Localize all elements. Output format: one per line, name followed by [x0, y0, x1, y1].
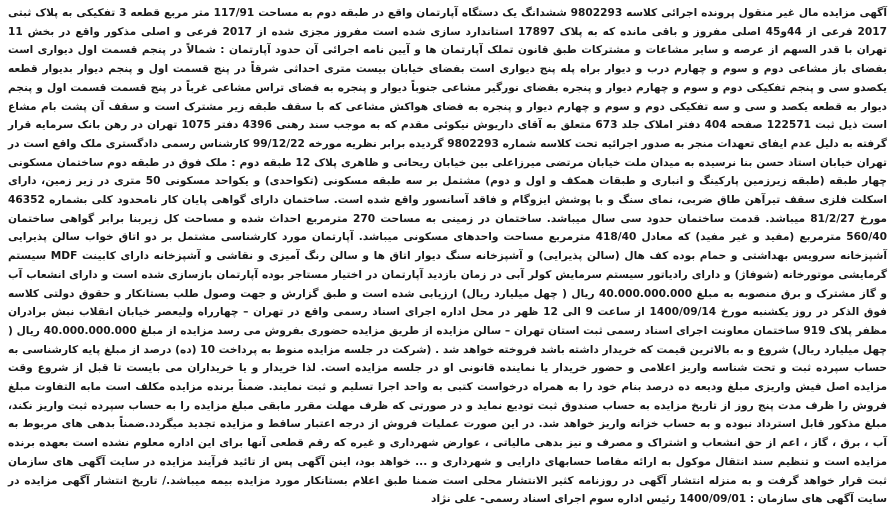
auction-notice-text: آگهی مزایده مال غیر منقول پرونده اجرائی کلاسه 9802293 ششدانگ یک دستگاه آپارتمان واقع در طبقه دوم به مساحت 117/91 متر مربع قطعه 3 تفکیکی به پلاک ثبتی 2017 فرعی از 44و45 اصلی مفروز و باقی مانده که به پلاک 17897 استاندارد سازی شده است مفروز مجزی شده از 2017 فرعی و اصلی مذکور واقع در بخش 11 تهران با قدر السهم از عرصه و سایر مشاعات و مشترکات طبق قانون تملک آپارتمان ها و آیین نامه اجرائی آن حدود آپارتمان : شمالاً در پنجم قسمت اول دیواری است بفضای باز مشاعی دوم و سوم و چهارم درب و دیوار براه پله پنج دیواری است بفضای خیابان بیست متری احداثی شرقاً در پنج قسمت اول و پنجم دیوار بدیوار قطعه یکصدو سی و پنجم تفکیکی دوم و سوم و چهارم دیوار و پنجره بفضای نورگیر مشاعی جنوباً دیوار و پنجره به فضای تراس مشاعی غرباً در پنج قسمت قسمت اول و پنجم دیوار به قطعه یکصد و سی و سه تفکیکی دوم و سوم و چهارم دیوار و پنجره به فضای هواکش مشاعی که با سقف طبقه زیر مشترک است و سقف آن پشت بام مشاع است ذیل ثبت 122571 صفحه 404 دفتر املاک جلد 673 متعلق به آقای داریوش نیکوئی مقدم که به موجب سند رهنی 4396 دفتر 1075 تهران در رهن بانک سرمایه قرار گرفته به دلیل عدم ایفای تعهدات منجر به صدور اجرائیه تحت کلاسه شماره 9802293 گردیده برابر نظریه مورخه 99/12/22 کارشناس رسمی دادگستری ملک واقع است در تهران خیابان استاد حسن بنا نرسیده به میدان ملت خیابان مرتضی میرزاعلی بین خیابان ریحانی و ظاهری پلاک 12 طبقه دوم : ملک فوق در طبقه دوم ساختمان مسکونی چهار طبقه (طبقه زیرزمین پارکینگ و انباری و طبقات همکف و اول و دوم) مشتمل بر سه طبقه مسکونی (تکواحدی) و یکواحد مسکونی 50 متری در زیر زمین، دارای اسکلت فلزی سقف تیرآهن طاق ضربی، نمای سنگ و با پوشش ایزوگام و فاقد آسانسور واقع شده است. ساختمان دارای گواهی پایان کار نامحدود کلی بشماره 46352 مورخ 81/2/27 میباشد. قدمت ساختمان حدود سی سال میباشد. ساختمان در زمینی به مساحت 270 مترمربع احداث شده و مساحت کل زیربنا برابر گواهی ساختمان 560/40 مترمربع (مفید و غیر مفید) که معادل 418/40 مترمربع مساحت واحدهای مسکونی میباشد. آپارتمان مورد کارشناسی مشتمل بر دو اتاق خواب سالن پذیرایی آشپزخانه سرویس بهداشتی و حمام بوده کف هال (سالن پذیرایی) و آشپزخانه سنگ دیوار اتاق ها و سالن رنگ آمیزی و نقاشی و آشپزخانه دارای کابینت MDF سیستم گرمایشی موتورخانه (شوفاژ) و دارای رادیاتور سیستم سرمایش کولر آبی در زمان بازدید آپارتمان در اختیار مستاجر بوده آپارتمان بازسازی شده است و دارای انشعاب آب و گاز مشترک و برق منصوبه به مبلغ 40.000.000.000 ریال ( چهل میلیارد ریال) ارزیابی شده است و طبق گزارش و جهت وصول طلب بستانکار و حقوق دولتی کلاسه فوق الذکر در روز یکشنبه مورخ 1400/09/14 از ساعت 9 الی 12 ظهر در محل اداره اجرای اسناد رسمی واقع در تهران – چهارراه ولیعصر خیابان انقلاب نبش برادران مظفر پلاک 919 ساختمان معاونت اجرای اسناد رسمی ثبت استان تهران – سالن مزایده از طریق مزایده حضوری بفروش می رسد مزایده از مبلغ 40.000.000.000 ریال ( چهل میلیارد ریال) شروع و به بالاترین قیمت که خریدار داشته باشد فروخته خواهد شد . (شرکت در جلسه مزایده منوط به پرداخت 10 (ده) درصد از مبلغ پایه کارشناسی به حساب سپرده ثبت و تحت شناسه واریز اعلامی و حضور خریدار یا نماینده قانونی او در جلسه مزایده است. لذا خریدار و یا خریداران می بایست تا قبل از شروع وقت مزایده اصل فیش واریزی مبلغ ودیعه ده درصد بنام خود را به همراه درخواست کتبی به واحد اجرا تسلیم و ثبت نمایند. ضمناً برنده مزایده مکلف است مابه التفاوت مبلغ فروش را ظرف مدت پنج روز از تاریخ مزایده به حساب صندوق ثبت تودیع نماید و در صورتی که ظرف مهلت مقرر مابقی مبلغ مزایده را به حساب سپرده ثبت واریز نکند، مبلغ مذکور قابل استرداد نبوده و به حساب خزانه واریز خواهد شد. در این صورت عملیات فروش از درجه اعتبار ساقط و مزایده تجدید میگردد.ضمناً بدهی های مربوط به آب ، برق ، گاز ، اعم از حق انشعاب و اشتراک و مصرف و نیز بدهی مالیاتی ، عوارض شهرداری و غیره که رقم قطعی آنها برای این اداره معلوم نشده است بعهده برنده مزایده است و تنظیم سند انتقال موکول به ارائه مفاصا حسابهای دارایی و شهرداری و ... خواهد بود، اینن آگهی پس از تائید فرآیند مزایده در سایت آگهی های سازمان ثبت قرار خواهد گرفت و به منزله انتشار آگهی در روزنامه کثیر الانتشار محلی است ضمنا طبق اعلام بستانکار مورد مزایده بیمه میباشد./ تاریخ انتشار آگهی مزایده در سایت آگهی های سازمان : 1400/09/01 رئیس اداره سوم اجرای اسناد رسمی- علی نژاد — [8, 7, 888, 506]
